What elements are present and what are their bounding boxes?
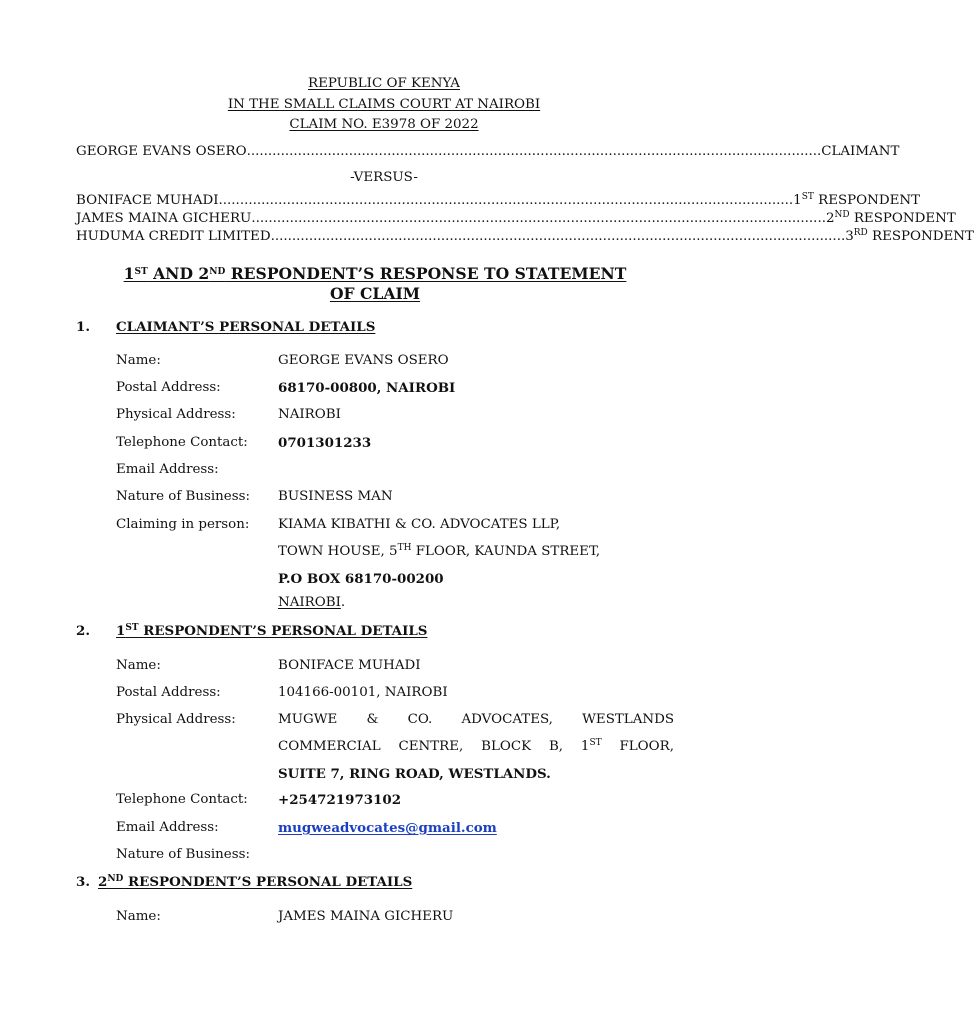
value-r1-physical-line3: SUITE 7, RING ROAD, WESTLANDS. [278, 766, 551, 782]
section-title-2nd-respondent: 2ND RESPONDENT’S PERSONAL DETAILS [98, 874, 413, 890]
label-nature-of-business: Nature of Business: [116, 489, 250, 504]
respondent-role: 3RD RESPONDENT [845, 228, 974, 244]
label-postal-address: Postal Address: [116, 380, 221, 395]
value-claiming-line3: P.O BOX 68170-00200 [278, 571, 444, 587]
value-claimant-physical: NAIROBI [278, 407, 341, 422]
versus-label: -VERSUS- [350, 170, 418, 185]
value-r1-name: BONIFACE MUHADI [278, 658, 421, 673]
label-claiming-in-person: Claiming in person: [116, 517, 250, 532]
leader-dots: ....................................................................................................................................... [251, 211, 826, 226]
label-postal-address: Postal Address: [116, 685, 221, 700]
value-r1-physical-line1: MUGWE & CO. ADVOCATES, WESTLANDS [278, 712, 674, 727]
value-claimant-phone: 0701301233 [278, 435, 372, 451]
header-court: IN THE SMALL CLAIMS COURT AT NAIROBI [227, 97, 541, 112]
leader-dots: ....................................................................................................................................... [246, 144, 822, 159]
label-name: Name: [116, 353, 161, 368]
value-claimant-postal: 68170-00800, NAIROBI [278, 380, 456, 396]
section-number: 1. [76, 319, 90, 335]
respondent-role: 1ST RESPONDENT [793, 192, 921, 208]
value-claimant-business: BUSINESS MAN [278, 489, 393, 504]
respondent-name: JAMES MAINA GICHERU [76, 211, 252, 226]
section-title-1st-respondent: 1ST RESPONDENT’S PERSONAL DETAILS [116, 623, 428, 639]
claimant-role: CLAIMANT [821, 144, 900, 159]
label-name: Name: [116, 658, 161, 673]
label-physical-address: Physical Address: [116, 712, 236, 727]
value-claiming-line4: NAIROBI. [278, 595, 346, 610]
value-r2-name: JAMES MAINA GICHERU [278, 909, 454, 924]
claimant-name: GEORGE EVANS OSERO [76, 144, 247, 159]
label-nature-of-business: Nature of Business: [116, 847, 250, 862]
email-link[interactable]: mugweadvocates@gmail.com [278, 820, 497, 836]
section-title-claimant: CLAIMANT’S PERSONAL DETAILS [116, 319, 376, 335]
claimant-line [76, 143, 900, 161]
label-email: Email Address: [116, 820, 219, 835]
label-telephone: Telephone Contact: [116, 792, 248, 807]
label-physical-address: Physical Address: [116, 407, 236, 422]
value-r1-physical-line2: COMMERCIAL CENTRE, BLOCK B, 1ST FLOOR, [278, 738, 674, 754]
respondent-name: BONIFACE MUHADI [76, 193, 219, 208]
document-title-line2: OF CLAIM [329, 284, 421, 303]
label-telephone: Telephone Contact: [116, 435, 248, 450]
value-r1-phone: +254721973102 [278, 792, 402, 808]
respondent-line-2 [76, 210, 956, 228]
respondent-line-1 [76, 192, 921, 210]
respondent-name: HUDUMA CREDIT LIMITED [76, 229, 271, 244]
label-name: Name: [116, 909, 161, 924]
value-claiming-line2: TOWN HOUSE, 5TH FLOOR, KAUNDA STREET, [278, 543, 601, 559]
value-r1-email-link[interactable] [278, 819, 497, 837]
document-title: 1ST AND 2ND RESPONDENT’S RESPONSE TO STATEMENT [123, 264, 627, 283]
leader-dots: ....................................................................................................................................... [270, 229, 846, 244]
section-number: 3. [76, 874, 90, 890]
respondent-role: 2ND RESPONDENT [825, 210, 956, 226]
label-email: Email Address: [116, 462, 219, 477]
respondent-line-3 [76, 228, 974, 246]
value-claimant-name: GEORGE EVANS OSERO [278, 353, 449, 368]
header-republic: REPUBLIC OF KENYA [308, 76, 460, 91]
leader-dots: ....................................................................................................................................... [218, 193, 794, 208]
value-r1-postal: 104166-00101, NAIROBI [278, 685, 448, 700]
value-claiming-line1: KIAMA KIBATHI & CO. ADVOCATES LLP, [278, 517, 561, 532]
header-claim-number: CLAIM NO. E3978 OF 2022 [289, 117, 479, 132]
section-number: 2. [76, 623, 90, 639]
